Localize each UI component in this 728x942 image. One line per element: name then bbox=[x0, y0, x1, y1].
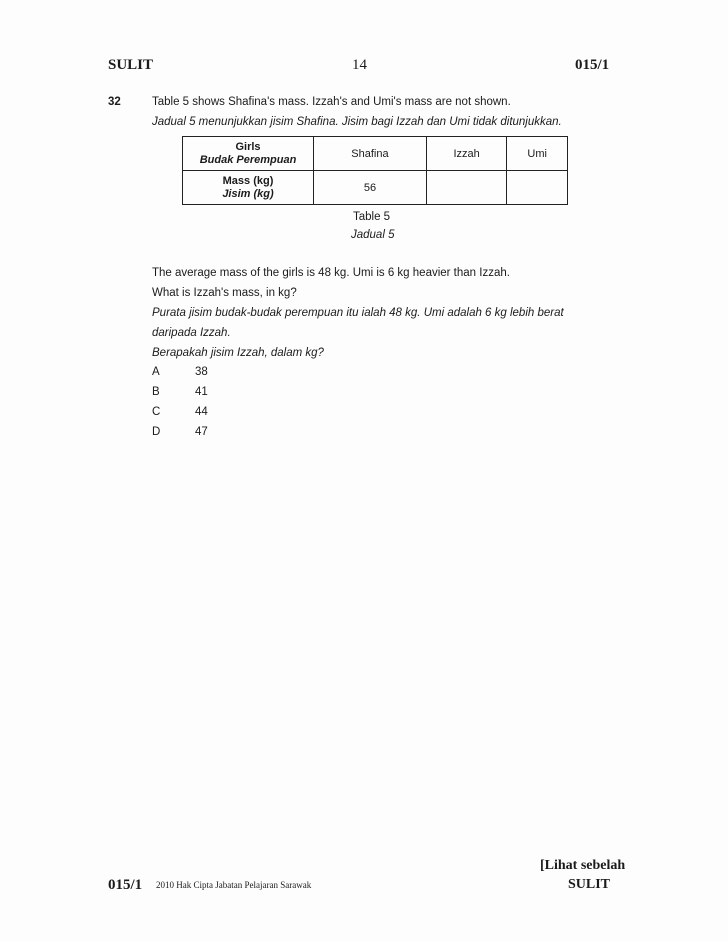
footer-sulit: SULIT bbox=[568, 877, 611, 892]
option-a-value: 38 bbox=[195, 366, 208, 378]
option-c-value: 44 bbox=[195, 406, 208, 418]
mass-table bbox=[182, 136, 568, 205]
footer-copyright: 2010 Hak Cipta Jabatan Pelajaran Sarawak bbox=[156, 880, 312, 890]
stem-malay-2: daripada Izzah. bbox=[152, 327, 231, 339]
mass-shafina: 56 bbox=[314, 171, 427, 205]
stem-malay-3: Berapakah jisim Izzah, dalam kg? bbox=[152, 347, 324, 359]
mass-izzah bbox=[426, 171, 506, 205]
table-caption-ms: Jadual 5 bbox=[351, 229, 395, 241]
name-umi: Umi bbox=[507, 137, 568, 171]
intro-malay: Jadual 5 menunjukkan jisim Shafina. Jisim bagi Izzah dan Umi tidak ditunjukkan. bbox=[152, 116, 562, 128]
question-number: 32 bbox=[108, 96, 121, 108]
name-shafina: Shafina bbox=[314, 137, 427, 171]
next-page-note: [Lihat sebelah bbox=[540, 858, 626, 873]
girls-label-en: Girls bbox=[235, 140, 261, 153]
girls-label-ms: Budak Perempuan bbox=[199, 153, 297, 166]
header-sulit: SULIT bbox=[108, 57, 154, 73]
stem-english-1: The average mass of the girls is 48 kg. Umi is 6 kg heavier than Izzah. bbox=[152, 267, 510, 279]
page-number: 14 bbox=[352, 57, 367, 73]
stem-english-2: What is Izzah's mass, in kg? bbox=[152, 287, 297, 299]
paper-code: 015/1 bbox=[575, 57, 610, 73]
name-izzah: Izzah bbox=[426, 137, 506, 171]
mass-label-en: Mass (kg) bbox=[222, 174, 274, 187]
option-b-value: 41 bbox=[195, 386, 208, 398]
mass-umi bbox=[507, 171, 568, 205]
option-d-letter: D bbox=[152, 426, 161, 438]
girls-label-cell bbox=[183, 137, 314, 171]
mass-label-cell bbox=[183, 171, 314, 205]
option-b-letter: B bbox=[152, 386, 160, 398]
footer-code: 015/1 bbox=[108, 877, 143, 893]
option-c-letter: C bbox=[152, 406, 161, 418]
mass-label-ms: Jisim (kg) bbox=[222, 187, 274, 200]
table-caption-en: Table 5 bbox=[353, 211, 391, 223]
stem-malay-1: Purata jisim budak-budak perempuan itu ialah 48 kg. Umi adalah 6 kg lebih berat bbox=[152, 307, 564, 319]
option-a-letter: A bbox=[152, 366, 160, 378]
option-d-value: 47 bbox=[195, 426, 208, 438]
intro-english: Table 5 shows Shafina's mass. Izzah's and Umi's mass are not shown. bbox=[152, 96, 511, 108]
